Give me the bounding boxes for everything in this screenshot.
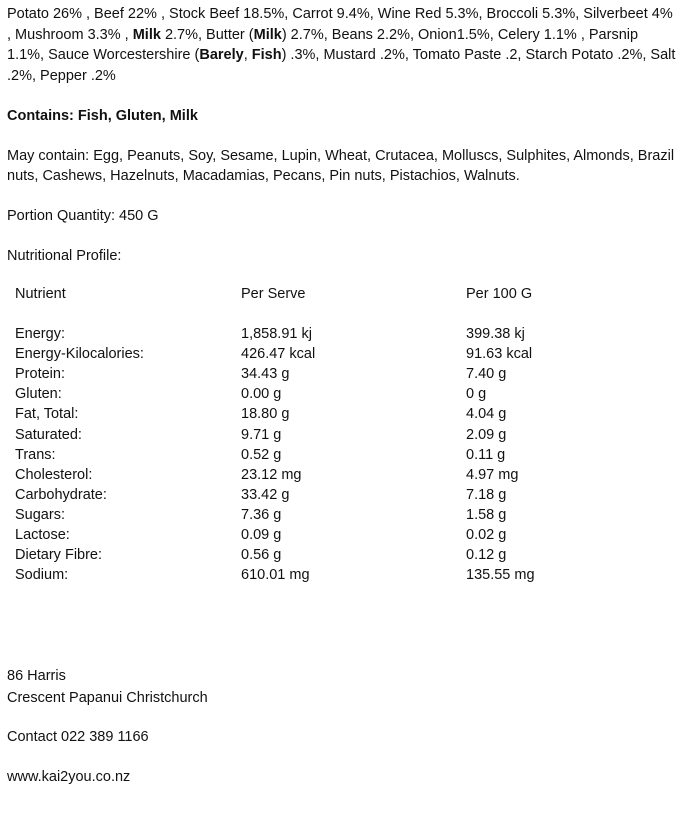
nutrition-row <box>9 324 666 344</box>
nutrient-name: Carbohydrate: <box>15 486 107 503</box>
per-serve-value: 0.56 g <box>241 547 282 564</box>
nutrient-name: Gluten: <box>15 386 62 403</box>
address-line-1: 86 Harris <box>7 668 66 685</box>
nutrition-row <box>9 525 666 545</box>
nutrition-row <box>9 445 666 465</box>
address-line-2: Crescent Papanui Christchurch <box>7 690 208 707</box>
per-100g-value: 0.11 g <box>466 446 506 463</box>
allergen-highlight: Fish <box>251 47 282 63</box>
nutrition-row <box>9 404 666 424</box>
nutrition-row <box>9 364 666 384</box>
ingredient-text: ) .3%, Mustard .2%, Tomato Paste .2, Starch Potato .2%, Salt .2%, Pepper .2% <box>7 47 676 84</box>
per-serve-value: 18.80 g <box>241 406 290 423</box>
nutrient-name: Fat, Total: <box>15 406 79 423</box>
nutrient-name: Trans: <box>15 446 56 463</box>
allergen-highlight: Milk <box>253 26 282 43</box>
per-100g-value: 0.02 g <box>466 527 507 544</box>
ingredient-text: ) 2.7%, Beans 2.2%, Onion1.5%, Celery 1.1% , Parsnip 1.1%, Sauce Worcestershire ( <box>7 26 639 63</box>
allergen-contains: Contains: Fish, Gluten, Milk <box>7 108 198 124</box>
nutrient-name: Dietary Fibre: <box>15 547 103 564</box>
per-serve-value: 7.36 g <box>241 506 282 523</box>
nutrition-row <box>9 545 666 565</box>
per-serve-value: 0.00 g <box>241 386 282 403</box>
contact-phone: Contact 022 389 1166 <box>7 729 149 746</box>
header-nutrient: Nutrient <box>15 286 66 302</box>
nutrition-row <box>9 465 666 485</box>
may-contain-list: May contain: Egg, Peanuts, Soy, Sesame, Lupin, Wheat, Crutacea, Molluscs, Sulphites, Almonds, Brazil nuts, Cashews, Hazelnuts, Macadamias, Pecans, Pin nuts, Pistachios, Walnuts. <box>7 148 675 184</box>
nutrient-name: Cholesterol: <box>15 466 93 483</box>
nutrition-row <box>9 485 666 505</box>
per-serve-value: 9.71 g <box>241 426 282 443</box>
per-100g-value: 4.97 mg <box>466 466 519 483</box>
per-serve-value: 23.12 mg <box>241 466 302 483</box>
per-100g-value: 7.40 g <box>466 366 507 383</box>
per-100g-value: 1.58 g <box>466 506 507 523</box>
per-serve-value: 1,858.91 kj <box>241 326 312 343</box>
per-100g-value: 2.09 g <box>466 426 507 443</box>
portion-quantity: Portion Quantity: 450 G <box>7 208 159 224</box>
nutrition-header-row <box>9 284 666 324</box>
per-serve-value: 34.43 g <box>241 366 290 383</box>
nutrient-name: Sodium: <box>15 567 69 584</box>
per-serve-value: 33.42 g <box>241 486 290 503</box>
per-100g-value: 0.12 g <box>466 547 507 564</box>
per-serve-value: 0.09 g <box>241 527 282 544</box>
nutrition-row <box>9 384 666 404</box>
nutrition-row <box>9 565 666 585</box>
per-100g-value: 135.55 mg <box>466 567 535 584</box>
nutrient-name: Sugars: <box>15 506 65 523</box>
nutritional-profile-heading: Nutritional Profile: <box>7 248 122 264</box>
nutrient-name: Energy-Kilocalories: <box>15 346 144 363</box>
per-serve-value: 426.47 kcal <box>241 346 316 363</box>
per-100g-value: 91.63 kcal <box>466 346 533 363</box>
per-100g-value: 4.04 g <box>466 406 507 423</box>
nutrition-row <box>9 425 666 445</box>
nutrient-name: Saturated: <box>15 426 82 443</box>
nutrient-name: Protein: <box>15 366 65 383</box>
per-serve-value: 610.01 mg <box>241 567 310 584</box>
ingredient-text: 2.7%, Butter ( <box>160 26 254 43</box>
per-100g-value: 7.18 g <box>466 486 507 503</box>
ingredient-text: , <box>243 47 252 63</box>
ingredients-list <box>7 4 679 86</box>
ingredient-text: Potato 26% , Beef 22% , Stock Beef 18.5%, Carrot 9.4%, Wine Red 5.3%, Broccoli 5.3%, Silverbeet 4% , Mushroom 3.3% , <box>7 6 673 43</box>
per-100g-value: 0 g <box>466 386 487 403</box>
header-per-serve: Per Serve <box>241 286 306 302</box>
per-100g-value: 399.38 kj <box>466 326 525 343</box>
allergen-highlight: Barely <box>199 47 244 63</box>
nutrition-row <box>9 505 666 525</box>
nutrient-name: Energy: <box>15 326 65 343</box>
label-document <box>7 4 679 787</box>
website-url: www.kai2you.co.nz <box>7 769 131 786</box>
nutrition-row <box>9 344 666 364</box>
allergen-highlight: Milk <box>132 26 161 43</box>
nutrient-name: Lactose: <box>15 527 70 544</box>
per-serve-value: 0.52 g <box>241 446 282 463</box>
header-per-100g: Per 100 G <box>466 286 533 302</box>
nutrition-table <box>9 284 666 585</box>
